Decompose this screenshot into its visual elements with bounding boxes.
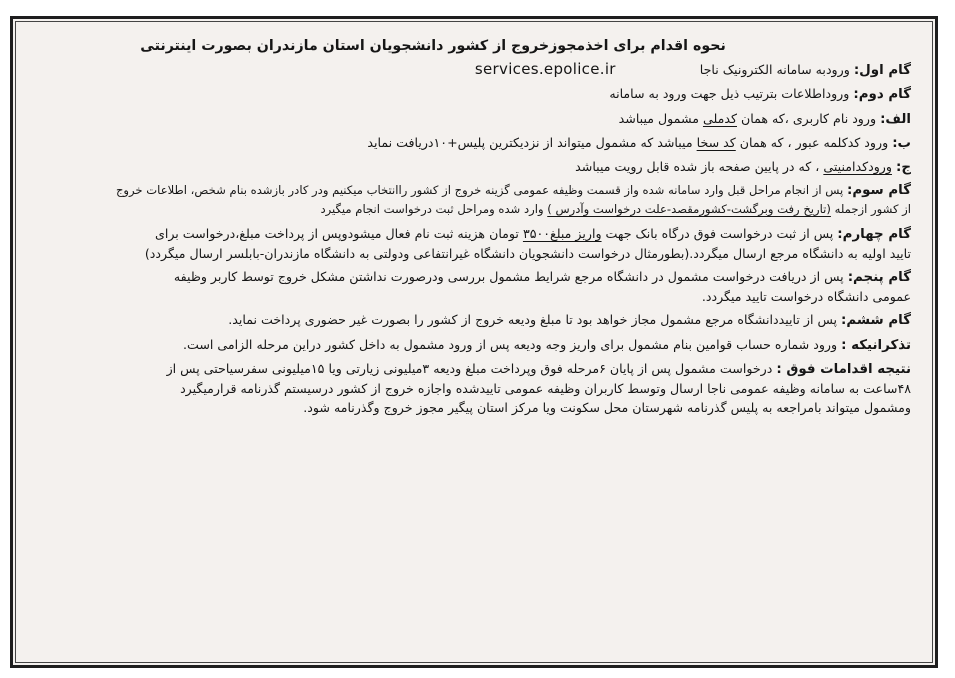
step2-line <box>25 84 911 104</box>
be-text-post: میباشد که مشمول میتواند از نزدیکترین پلیس+۱۰دریافت نماید <box>367 134 693 150</box>
be-label: ب: <box>892 135 911 151</box>
result-line-2 <box>25 379 911 398</box>
step5-line-2 <box>25 287 911 306</box>
step2-text: وروداطلاعات بترتیب ذیل جهت ورود به سامانه <box>609 86 850 102</box>
alef-text-post: مشمول میباشد <box>618 110 699 126</box>
step3-text-2-pre: از کشور ازجمله <box>834 202 911 217</box>
be-text-pre: ورود کدکلمه عبور ، که همان <box>735 134 889 150</box>
alef-line <box>25 109 911 129</box>
step4-label: گام چهارم: <box>837 226 911 242</box>
jim-line <box>25 157 911 177</box>
step4-text-2: تایید اولیه به دانشگاه مرجع ارسال میگردد.(بطورمثال درخواست دانشجویان دانشگاه غیرانتفاعی ودولتی به دانشگاه مازندران-بابلسر ارسال میگردد) <box>144 245 911 261</box>
jim-text-pre: ورودکدامنیتی <box>823 159 892 175</box>
step3-text-2-underlined: (تاریخ رفت وبرگشت-کشورمقصد-علت درخواست وآدرس ) <box>547 202 831 217</box>
alef-text-pre: ورود نام کاربری ،که همان <box>737 110 877 126</box>
step4-text-1-underlined: واریز مبلغ۳۵۰۰ <box>522 225 602 241</box>
step5-label: گام پنجم: <box>847 270 911 286</box>
note-line <box>25 335 911 355</box>
alef-label: الف: <box>880 111 911 127</box>
jim-text-post: ، که در پایین صفحه باز شده قابل رویت میباشد <box>575 159 820 175</box>
step5-line-1 <box>25 267 911 287</box>
step4-text-1-pre: پس از ثبت درخواست فوق درگاه بانک جهت <box>601 225 834 241</box>
alef-text-underlined: کدملی <box>702 110 737 126</box>
step6-text: پس از تاییددانشگاه مرجع مشمول مجاز خواهد بود تا مبلغ ودیعه خروج از کشور را بصورت غیر حضوری پرداخت نماید. <box>228 312 838 328</box>
step6-line <box>25 310 911 330</box>
result-text-1: درخواست مشمول پس از پایان ۶مرحله فوق وپرداخت مبلغ ودیعه ۳میلیونی زیارتی ویا ۱۵میلیونی سفرسیاحتی پس از <box>166 360 773 376</box>
step5-text-2: عمومی دانشگاه درخواست تایید میگردد. <box>701 289 911 305</box>
result-label: نتیجه اقدامات فوق : <box>776 361 911 377</box>
step4-text-1-post: تومان هزینه ثبت نام فعال میشودوپس از پرداخت مبلغ،درخواست برای <box>154 225 519 241</box>
be-text-underlined: کد سخا <box>696 134 736 150</box>
document-body <box>25 37 911 417</box>
step3-line-2 <box>25 200 911 219</box>
result-line-1 <box>25 359 911 379</box>
step1-label: گام اول: <box>853 63 911 79</box>
result-line-3 <box>25 398 911 417</box>
be-line <box>25 133 911 153</box>
result-text-2: ۴۸ساعت به سامانه وظیفه عمومی ناجا ارسال وتوسط کاربران وظیفه عمومی تاییدشده واجازه خروج از کشور درسیستم گذرنامه قرارمیگیرد <box>180 381 911 397</box>
step3-label: گام سوم: <box>846 183 911 199</box>
epolice-url: services.epolice.ir <box>474 60 616 79</box>
step3-text-2-post: وارد شده ومراحل ثبت درخواست انجام میگیرد <box>320 202 544 217</box>
step5-text-1: پس از دریافت درخواست مشمول در دانشگاه مرجع شرایط مشمول بررسی ودرصورت نداشتن مشکل خروج توسط کاربر وظیفه <box>173 269 844 285</box>
step3-line-1 <box>25 181 911 200</box>
step6-label: گام ششم: <box>841 313 911 329</box>
document-title: نحوه اقدام برای اخذمجوزخروج از کشور دانشجویان استان مازندران بصورت اینترنتی <box>140 38 726 54</box>
document-frame <box>10 16 938 668</box>
step3-text-1: پس از انجام مراحل قبل وارد سامانه شده واز قسمت وظیفه عمومی گزینه خروج از کشور راانتخاب میکنیم ودر کادر بازشده بنام شخص، اطلاعات خروج <box>115 183 844 198</box>
step2-label: گام دوم: <box>853 87 911 103</box>
step1-line <box>25 60 911 80</box>
result-text-3: ومشمول میتواند بامراجعه به پلیس گذرنامه شهرستان محل سکونت ویا مرکز استان پیگیر مجوز خروج وگذرنامه شود. <box>303 400 911 416</box>
jim-label: ج: <box>895 160 911 176</box>
note-label: تذکرانیکه : <box>841 337 911 353</box>
note-text: ورود شماره حساب قوامین بنام مشمول برای واریز وجه ودیعه پس از ورود مشمول به داخل کشور دراین مرحله الزامی است. <box>182 336 838 352</box>
step4-line-2 <box>25 244 911 263</box>
step1-text: ورودبه سامانه الکترونیک ناجا <box>699 62 850 78</box>
step4-line-1 <box>25 224 911 244</box>
